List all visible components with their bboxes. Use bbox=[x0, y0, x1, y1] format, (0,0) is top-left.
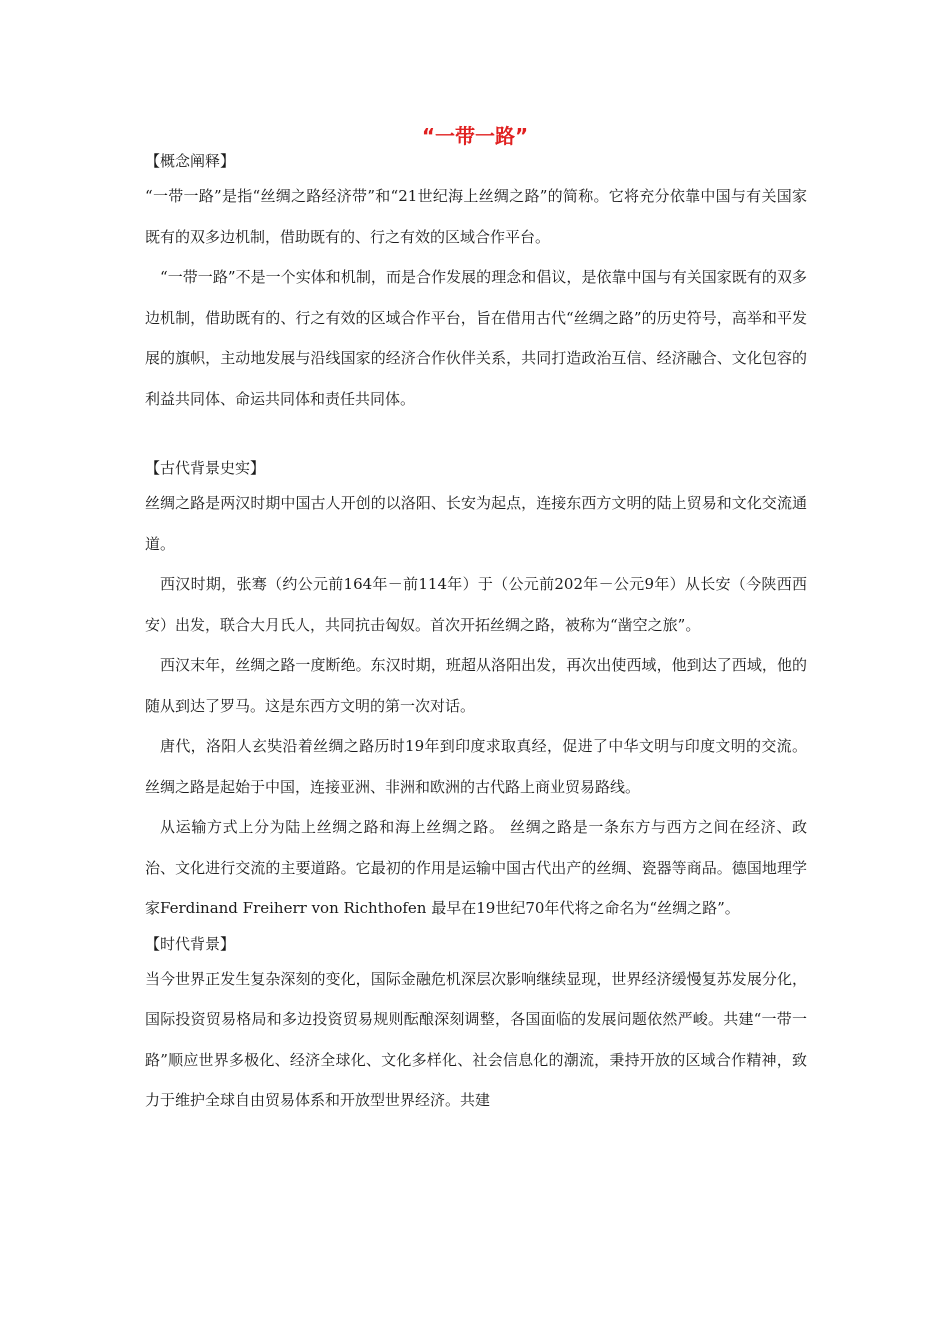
paragraph: 西汉时期，张骞（约公元前164年－前114年）于（公元前202年－公元9年）从长安（今陕西西安）出发，联合大月氏人，共同抗击匈奴。首次开拓丝绸之路，被称为“凿空之旅”。 bbox=[145, 575, 807, 634]
paragraph: 西汉末年，丝绸之路一度断绝。东汉时期，班超从洛阳出发，再次出使西域，他到达了西域，他的随从到达了罗马。这是东西方文明的第一次对话。 bbox=[145, 656, 807, 715]
document-title: “一带一路” bbox=[421, 124, 529, 148]
section-spacer bbox=[145, 419, 807, 453]
paragraph: 唐代，洛阳人玄奘沿着丝绸之路历时19年到印度求取真经，促进了中华文明与印度文明的交流。丝绸之路是起始于中国，连接亚洲、非洲和欧洲的古代路上商业贸易路线。 bbox=[145, 737, 807, 796]
paragraph: 从运输方式上分为陆上丝绸之路和海上丝绸之路。 丝绸之路是一条东方与西方之间在经济、政治、文化进行交流的主要道路。它最初的作用是运输中国古代出产的丝绸、瓷器等商品。德国地理学家Ferdinand Freiherr von Richthofen 最早在19世纪70年代将之命名为“丝绸之路”。 bbox=[145, 818, 807, 917]
section-heading: 【古代背景史实】 bbox=[145, 459, 266, 477]
section-era-background bbox=[145, 929, 807, 1121]
paragraph: 当今世界正发生复杂深刻的变化，国际金融危机深层次影响继续显现，世界经济缓慢复苏发展分化，国际投资贸易格局和多边投资贸易规则酝酿深刻调整，各国面临的发展问题依然严峻。共建“一带一路”顺应世界多极化、经济全球化、文化多样化、社会信息化的潮流，秉持开放的区域合作精神，致力于维护全球自由贸易体系和开放型世界经济。共建 bbox=[145, 969, 807, 1109]
paragraph: “一带一路”不是一个实体和机制，而是合作发展的理念和倡议，是依靠中国与有关国家既有的双多边机制，借助既有的、行之有效的区域合作平台，旨在借用古代“丝绸之路”的历史符号，高举和平发展的旗帜，主动地发展与沿线国家的经济合作伙伴关系，共同打造政治互信、经济融合、文化包容的利益共同体、命运共同体和责任共同体。 bbox=[145, 268, 807, 408]
paragraph: 丝绸之路是两汉时期中国古人开创的以洛阳、长安为起点，连接东西方文明的陆上贸易和文化交流通道。 bbox=[145, 494, 807, 553]
section-ancient-history bbox=[145, 453, 807, 929]
section-concept bbox=[145, 146, 807, 419]
section-heading: 【时代背景】 bbox=[145, 934, 236, 953]
document-body bbox=[145, 146, 807, 1121]
paragraph: “一带一路”是指“丝绸之路经济带”和“21世纪海上丝绸之路”的简称。它将充分依靠中国与有关国家既有的双多边机制，借助既有的、行之有效的区域合作平台。 bbox=[145, 187, 807, 246]
section-heading: 【概念阐释】 bbox=[145, 152, 236, 170]
